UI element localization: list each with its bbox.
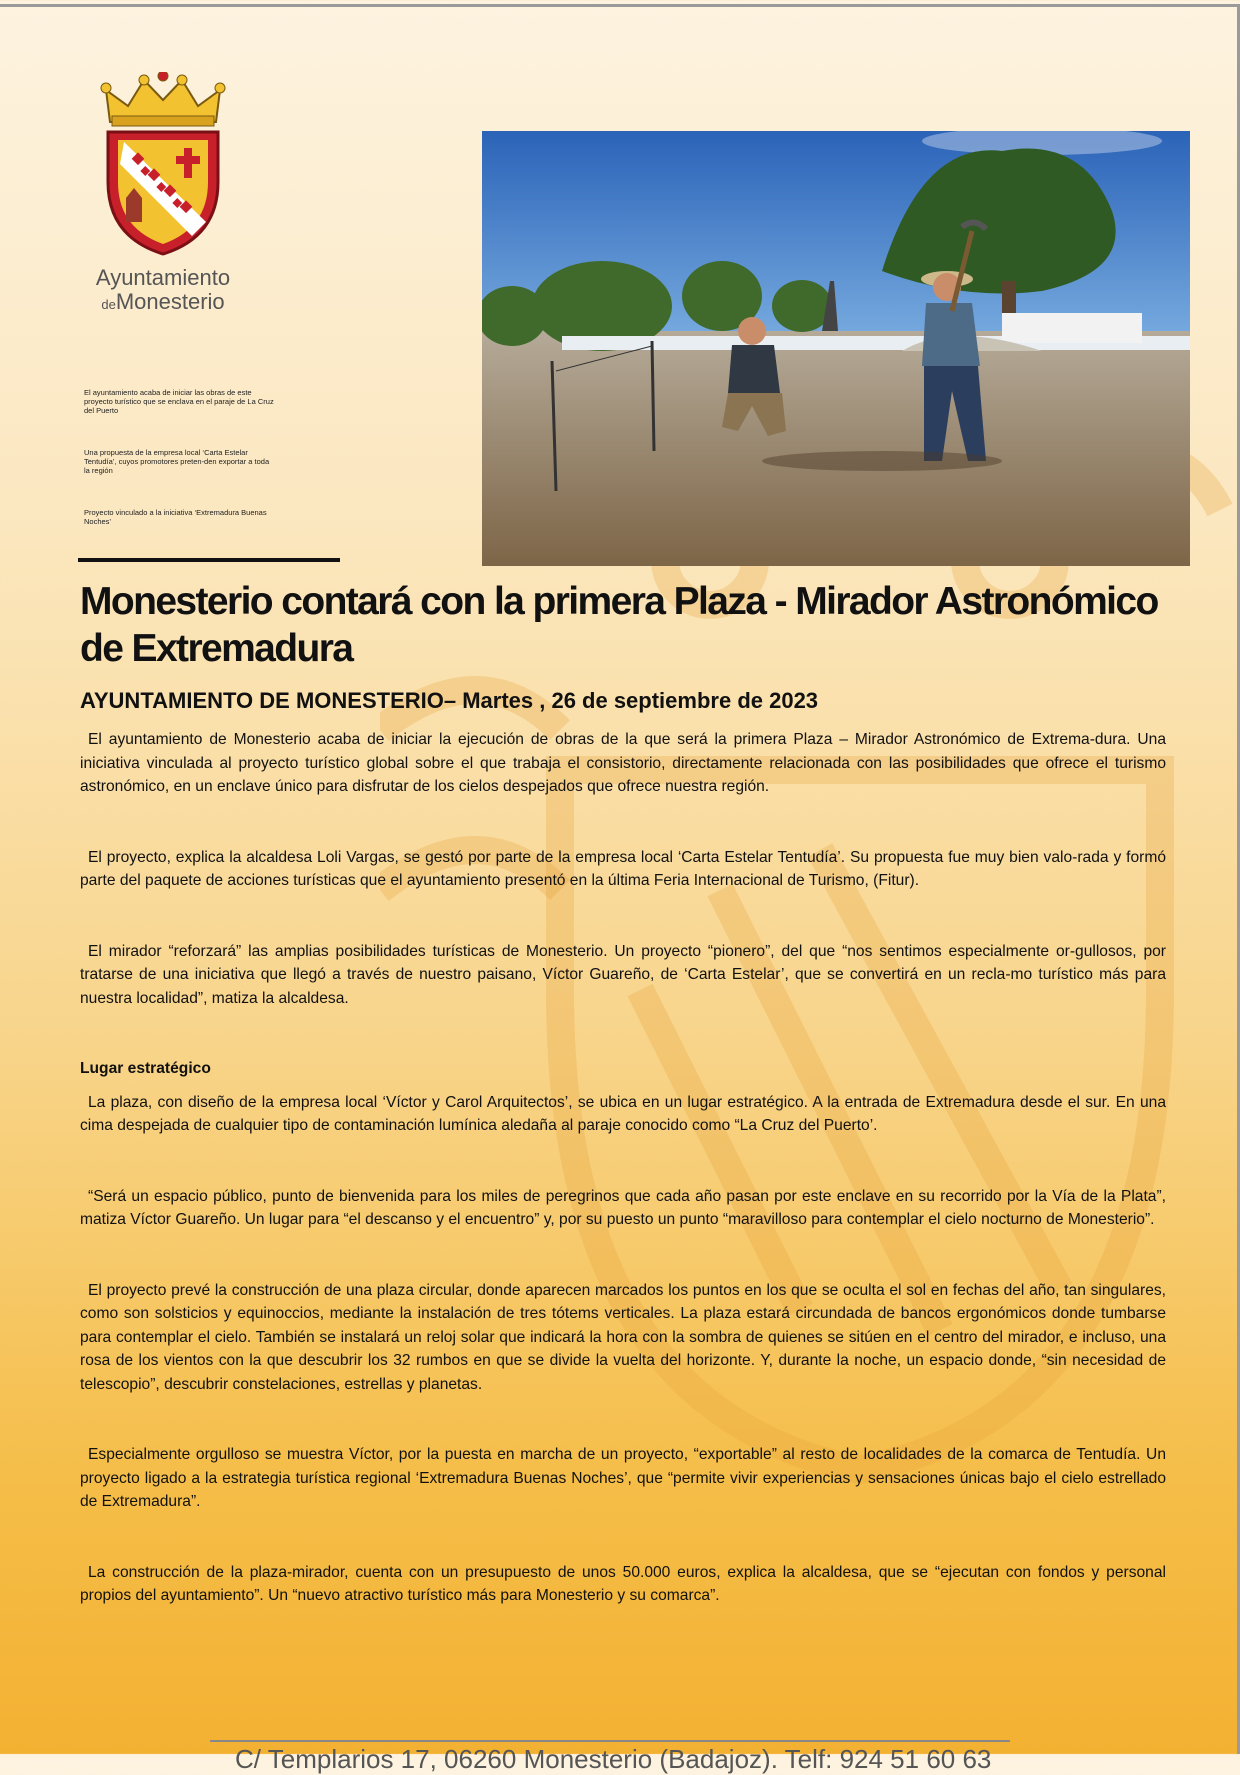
body-paragraph: El proyecto, explica la alcaldesa Loli Vargas, se gestó por parte de la empresa local ‘Carta Estelar Tentudía’. Su propuesta fue muy bien valo-rada y formó parte del paquete de acciones turísticas que el ayuntamiento presentó en la última Feria Internacional de Turismo, (Fitur). xyxy=(80,848,1166,889)
side-note: Una propuesta de la empresa local ‘Carta Estelar Tentudía’, cuyos promotores preten-den exportar a toda la región xyxy=(84,448,270,475)
article-body xyxy=(80,728,1166,1655)
side-notes xyxy=(84,388,274,559)
footer-address: C/ Templarios 17, 06260 Monesterio (Badajoz). Telf: 924 51 60 63 xyxy=(235,1744,992,1774)
body-paragraph: El mirador “reforzará” las amplias posibilidades turísticas de Monesterio. Un proyecto “pionero”, del que “nos sentimos especialmente or-gullosos, por tratarse de una iniciativa que llegó a través de nuestro paisano, Víctor Guareño, de ‘Carta Estelar’, que se convertirá en un recla-mo turístico más para nuestra localidad”, matiza la alcaldesa. xyxy=(80,942,1166,1007)
headline: Monesterio contará con la primera Plaza - Mirador Astronómico de Extremadura xyxy=(80,580,1158,670)
dateline: AYUNTAMIENTO DE MONESTERIO– Martes , 26 de septiembre de 2023 xyxy=(80,688,819,713)
body-paragraph: La construcción de la plaza-mirador, cuenta con un presupuesto de unos 50.000 euros, explica la alcaldesa, que se “ejecutan con fondos y personal propios del ayuntamiento”. Un “nuevo atractivo turístico más para Monesterio y su comarca”. xyxy=(80,1563,1166,1604)
side-note: Proyecto vinculado a la iniciativa ‘Extremadura Buenas Noches’ xyxy=(84,508,267,526)
body-paragraph: “Será un espacio público, punto de bienvenida para los miles de peregrinos que cada año pasan por este enclave en su recorrido por la Vía de la Plata”, matiza Víctor Guareño. Un lugar para “el descanso y el encuentro” y, por su puesto un punto “maravilloso para contemplar el cielo nocturno de Monesterio”. xyxy=(80,1187,1166,1228)
news-photo xyxy=(482,131,1190,566)
body-paragraph: Especialmente orgulloso se muestra Víctor, por la puesta en marcha de un proyecto, “exportable” al resto de localidades de la comarca de Tentudía. Un proyecto ligado a la estrategia turística regional ‘Extremadura Buenas Noches’, que “permite vivir experiencias y sensaciones únicas bajo el cielo estrellado de Extremadura”. xyxy=(80,1446,1166,1510)
coat-of-arms-icon xyxy=(88,72,238,257)
body-paragraph: El proyecto prevé la construcción de una plaza circular, donde aparecen marcados los puntos en los que se oculta el sol en fechas del año, tan singulares, como son solsticios y equinoccios, mediante la instalación de tres tótems verticales. La plaza estará circundada de bancos ergonómicos donde tumbarse para contemplar el cielo. También se instalará un reloj solar que indicará la hora con la sombra de quienes se sitúen en el centro del mirador, e incluso, una rosa de los vientos con la que descubrir los 32 rumbos en que se divide la vuelta del horizonte. Y, durante la noche, un espacio donde, “sin necesidad de telescopio”, descubrir constelaciones, estrellas y planetas. xyxy=(80,1281,1166,1393)
municipal-logo xyxy=(88,72,238,322)
logo-text-de: de xyxy=(101,297,116,312)
page-top-border xyxy=(0,4,1240,7)
side-divider xyxy=(78,558,340,562)
logo-text-line1: Ayuntamiento xyxy=(95,265,231,290)
section-subheading: Lugar estratégico xyxy=(80,1060,211,1077)
crown-icon xyxy=(101,72,225,126)
footer-divider xyxy=(210,1740,1010,1742)
logo-text xyxy=(88,266,238,317)
body-paragraph: La plaza, con diseño de la empresa local ‘Víctor y Carol Arquitectos’, se ubica en un lugar estratégico. A la entrada de Extremadura desde el sur. En una cima despejada de cualquier tipo de contaminación lumínica aledaña al paraje conocido como “La Cruz del Puerto’. xyxy=(80,1093,1166,1134)
logo-text-line2: Monesterio xyxy=(115,289,225,314)
body-paragraph: El ayuntamiento de Monesterio acaba de iniciar la ejecución de obras de la que será la primera Plaza – Mirador Astronómico de Extrema-dura. Una iniciativa vinculada al proyecto turístico global sobre el que trabaja el consistorio, directamente relacionada con las posibilidades que ofrece el turismo astronómico, en un enclave único para disfrutar de los cielos despejados que ofrece nuestra región. xyxy=(80,731,1166,795)
side-note: El ayuntamiento acaba de iniciar las obras de este proyecto turístico que se enclava en el paraje de La Cruz del Puerto xyxy=(84,388,274,415)
